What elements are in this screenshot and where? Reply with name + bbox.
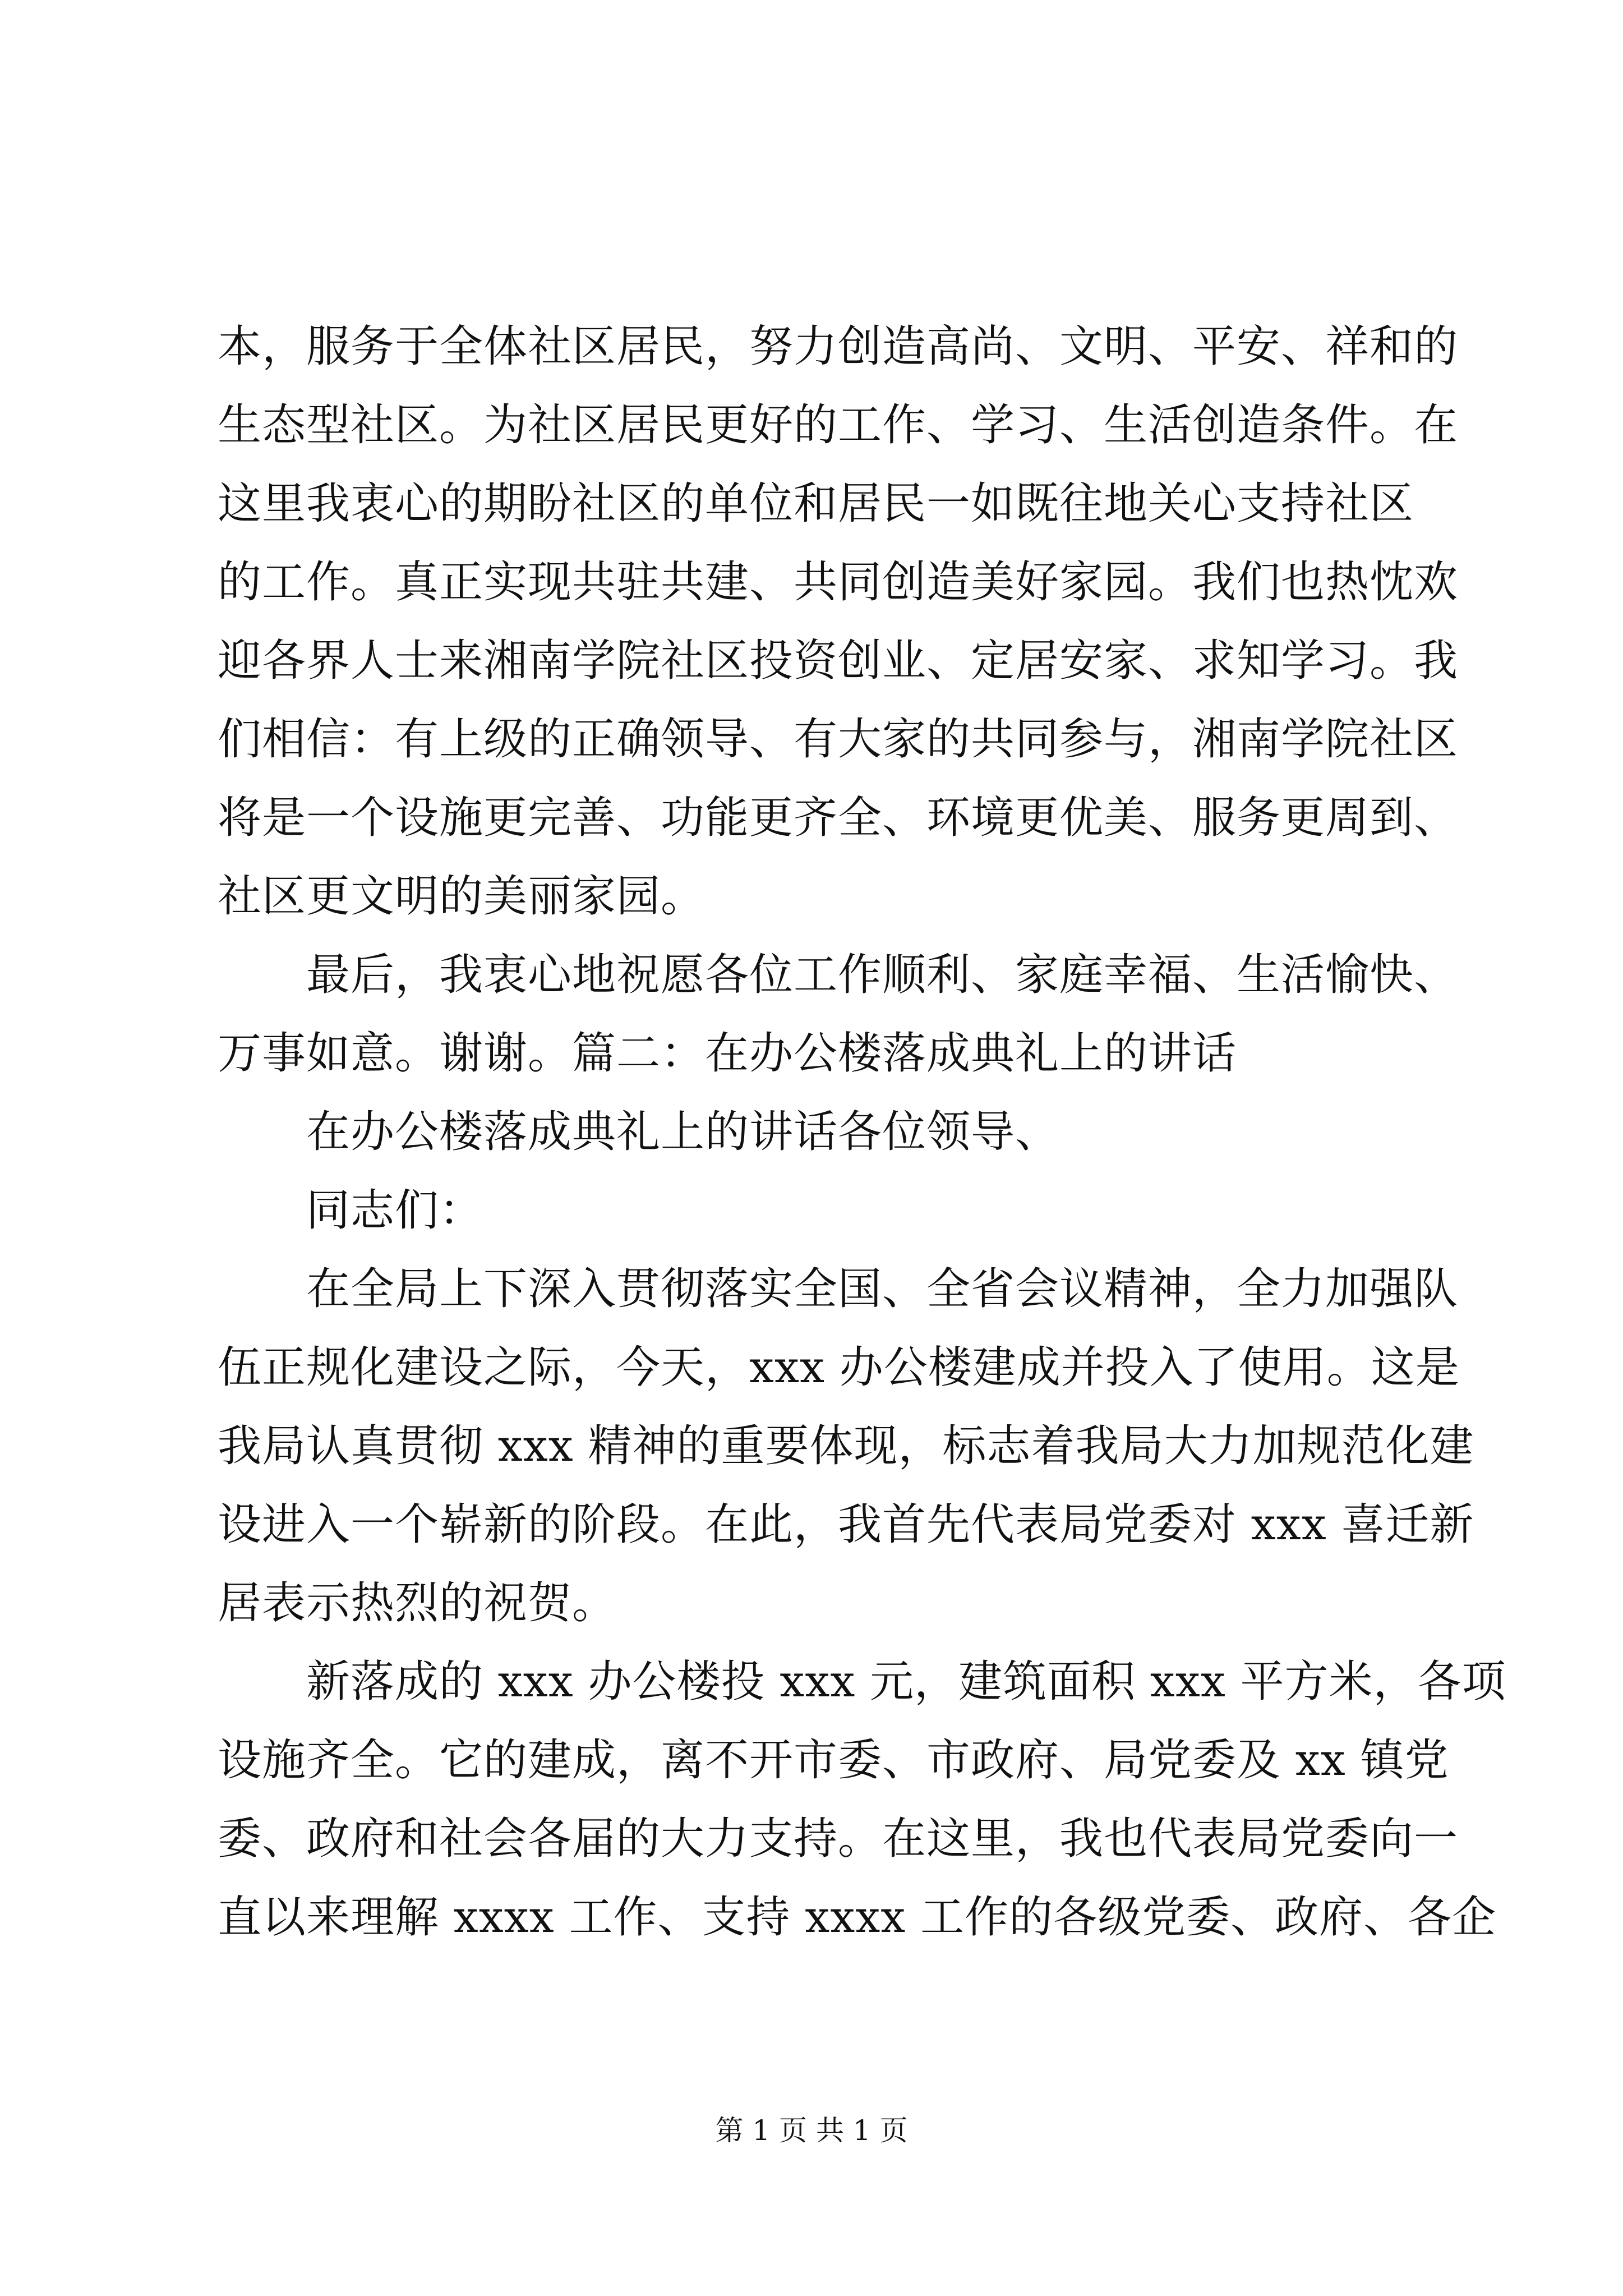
text-line: 设进入一个崭新的阶段。在此，我首先代表局党委对 xxx 喜迁新 (218, 1499, 1474, 1550)
text-line: 本，服务于全体社区居民，努力创造高尚、文明、平安、祥和的 (218, 321, 1459, 372)
text-line: 迎各界人士来湘南学院社区投资创业、定居安家、求知学习。我 (218, 636, 1459, 686)
text-line: 设施齐全。它的建成，离不开市委、市政府、局党委及 xx 镇党 (218, 1735, 1449, 1786)
text-line: 在全局上下深入贯彻落实全国、全省会议精神，全力加强队 (306, 1264, 1459, 1314)
text-line: 将是一个设施更完善、功能更齐全、环境更优美、服务更周到、 (218, 793, 1459, 843)
text-line: 新落成的 xxx 办公楼投 xxx 元，建筑面积 xxx 平方米，各项 (306, 1657, 1506, 1707)
text-line: 直以来理解 xxxx 工作、支持 xxxx 工作的各级党委、政府、各企 (218, 1892, 1497, 1943)
text-line: 的工作。真正实现共驻共建、共同创造美好家园。我们也热忱欢 (218, 557, 1459, 608)
text-line: 伍正规化建设之际，今天，xxx 办公楼建成并投入了使用。这是 (218, 1342, 1460, 1393)
text-line: 最后，我衷心地祝愿各位工作顺利、家庭幸福、生活愉快、 (306, 950, 1459, 1000)
document-body (218, 307, 1506, 1957)
text-line: 生态型社区。为社区居民更好的工作、学习、生活创造条件。在 (218, 400, 1459, 450)
page-footer: 第 1 页 共 1 页 (715, 2114, 908, 2147)
text-line: 万事如意。谢谢。篇二：在办公楼落成典礼上的讲话 (218, 1028, 1237, 1079)
text-line: 这里我衷心的期盼社区的单位和居民一如既往地关心支持社区 (218, 478, 1414, 529)
text-line: 社区更文明的美丽家园。 (218, 871, 706, 922)
text-line: 在办公楼落成典礼上的讲话各位领导、 (306, 1107, 1060, 1157)
text-line: 委、政府和社会各届的大力支持。在这里，我也代表局党委向一 (218, 1814, 1459, 1864)
text-line: 同志们： (306, 1185, 484, 1236)
text-line: 们相信：有上级的正确领导、有大家的共同参与，湘南学院社区 (218, 714, 1459, 765)
text-line: 居表示热烈的祝贺。 (218, 1578, 617, 1628)
text-line: 我局认真贯彻 xxx 精神的重要体现，标志着我局大力加规范化建 (218, 1421, 1474, 1471)
